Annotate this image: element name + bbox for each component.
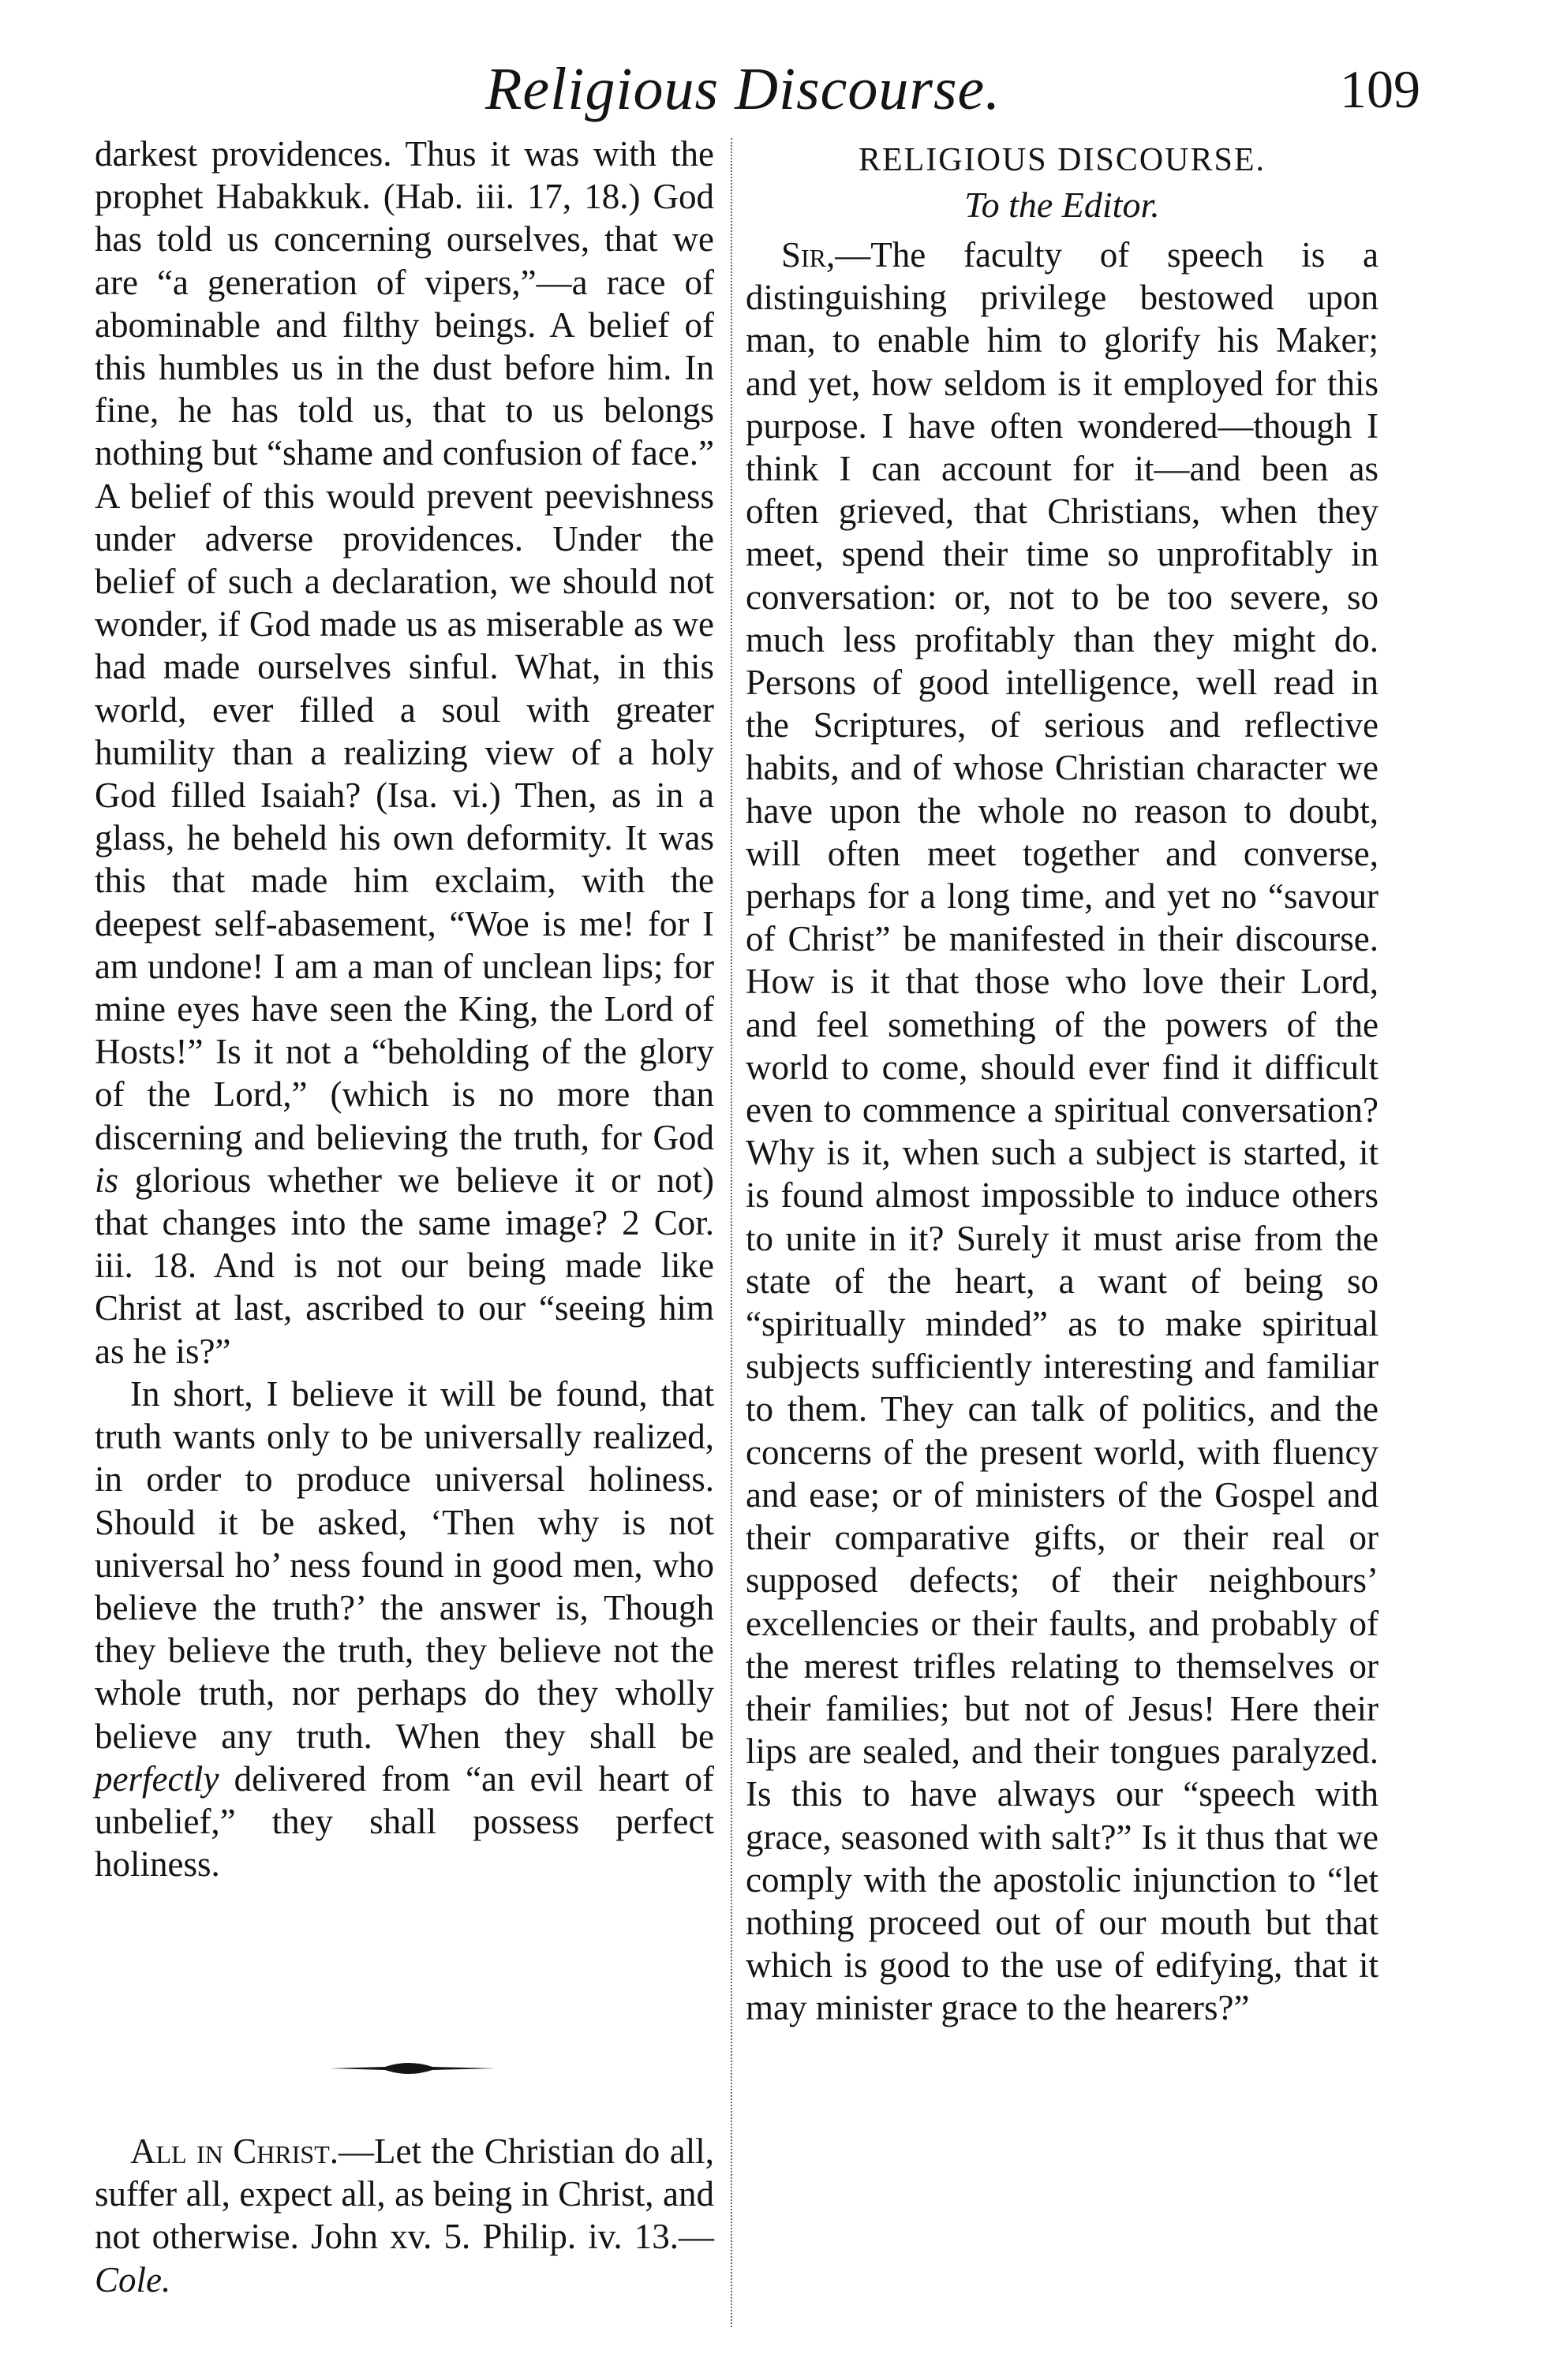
right-paragraph-1-text: —The faculty of speech is a distinguishing privilege bestowed upon man, to enable him to glorify his Maker; and yet, how seldom is it employed for this purpose. I have often wondered—though I think I can account for it—and been as often grieved, that Christians, when they meet, spend their time so unprofitably in conversation: or, not to be too severe, so much less profitably than they might do. Persons of good intelligence, well read in the Scriptures, of serious and reflective habits, and of whose Christian character we have upon the whole no reason to doubt, will often meet together and converse, perhaps for a long time, and yet no “savour of Christ” be manifested in their discourse. How is it that those who love their Lord, and feel something of the powers of the world to come, should ever find it difficult even to commence a spiritual conversation? Why is it, when such a subject is started, it is found almost impossible to induce others to unite in it? Surely it must arise from the state of the heart, a want of being so “spiritually minded” as to make spiritual subjects sufficiently interesting and familiar to them. They can talk of politics, and the concerns of the present world, with fluency and ease; or of ministers of the Gospel and their comparative gifts, or their real or supposed defects; of their neighbours’ excellencies or their faults, and probably of the merest trifles relating to themselves or their families; but not of Jesus! Here their lips are sealed, and their tongues paralyzed. Is this to have always our “speech with grace, seasoned with salt?” Is it thus that we comply with the apostolic injunction to “let nothing proceed out of our mouth but that which is good to the use of edifying, that it may minister grace to the hearers?” <box>746 235 1379 2028</box>
left-paragraph-2 <box>95 1373 714 1885</box>
page-header <box>87 55 1428 126</box>
all-in-christ-body: —Let the Christian do all, suffer all, expect all, as being in Christ, and not otherwise. John xv. 5. Philip. iv. 13.— <box>95 2132 714 2257</box>
right-column <box>746 133 1379 2030</box>
running-title: Religious Discourse. <box>485 56 1001 122</box>
left-paragraph-2-end: delivered from “an evil heart of unbelief,” they shall possess perfect holiness. <box>95 1758 715 1885</box>
column-divider <box>731 138 732 2327</box>
article-title: RELIGIOUS DISCOURSE. <box>858 142 1266 178</box>
left-paragraph-2-emphasis: perfectly <box>95 1758 219 1799</box>
left-paragraph-1 <box>95 133 714 1373</box>
salutation: Sir, <box>781 235 836 275</box>
article-subtitle: To the Editor. <box>964 185 1160 225</box>
all-in-christ-paragraph <box>95 2130 714 2301</box>
all-in-christ-section <box>95 2130 714 2301</box>
left-column <box>95 133 714 1885</box>
all-in-christ-signature: Cole. <box>95 2259 171 2300</box>
left-paragraph-1-text: darkest providences. Thus it was with the prophet Habakkuk. (Hab. iii. 17, 18.) God has told us concerning ourselves, that we are “a generation of vipers,”—a race of abominable and filthy beings. A belief of this humbles us in the dust before him. In fine, he has told us, that to us belongs nothing but “shame and confusion of face.” A belief of this would prevent peevishness under adverse providences. Under the belief of such a declaration, we should not wonder, if God made us as miserable as we had made ourselves sinful. What, in this world, ever filled a soul with greater humility than a realizing view of a holy God filled Isaiah? (Isa. vi.) Then, as in a glass, he beheld his own deformity. It was this that made him exclaim, with the deepest self-abasement, “Woe is me! for I am undone! I am a man of unclean lips; for mine eyes have seen the King, the Lord of Hosts!” Is it not a “beholding of the glory of the Lord,” (which is no more than discerning and believing the truth, for God <box>95 134 714 1157</box>
all-in-christ-heading: All in Christ. <box>130 2132 339 2171</box>
right-paragraph-1 <box>746 234 1379 2030</box>
left-paragraph-2-text: In short, I believe it will be found, that truth wants only to be universally realized, in order to produce universal holiness. Should it be asked, ‘Then why is not universal ho’ ness found in good men, who believe the truth?’ the answer is, Though they believe the truth, they believe not the whole truth, nor perhaps do they wholly believe any truth. When they shall be <box>95 1373 714 1756</box>
page-number: 109 <box>1340 59 1420 119</box>
left-paragraph-1-emphasis: is <box>95 1160 119 1200</box>
section-ornament <box>330 2057 496 2079</box>
left-paragraph-1-end: glorious whether we believe it or not) that changes into the same image? 2 Cor. iii. 18. And is not our being made like Christ at last, ascribed to our “seeing him as he is?” <box>95 1160 715 1371</box>
